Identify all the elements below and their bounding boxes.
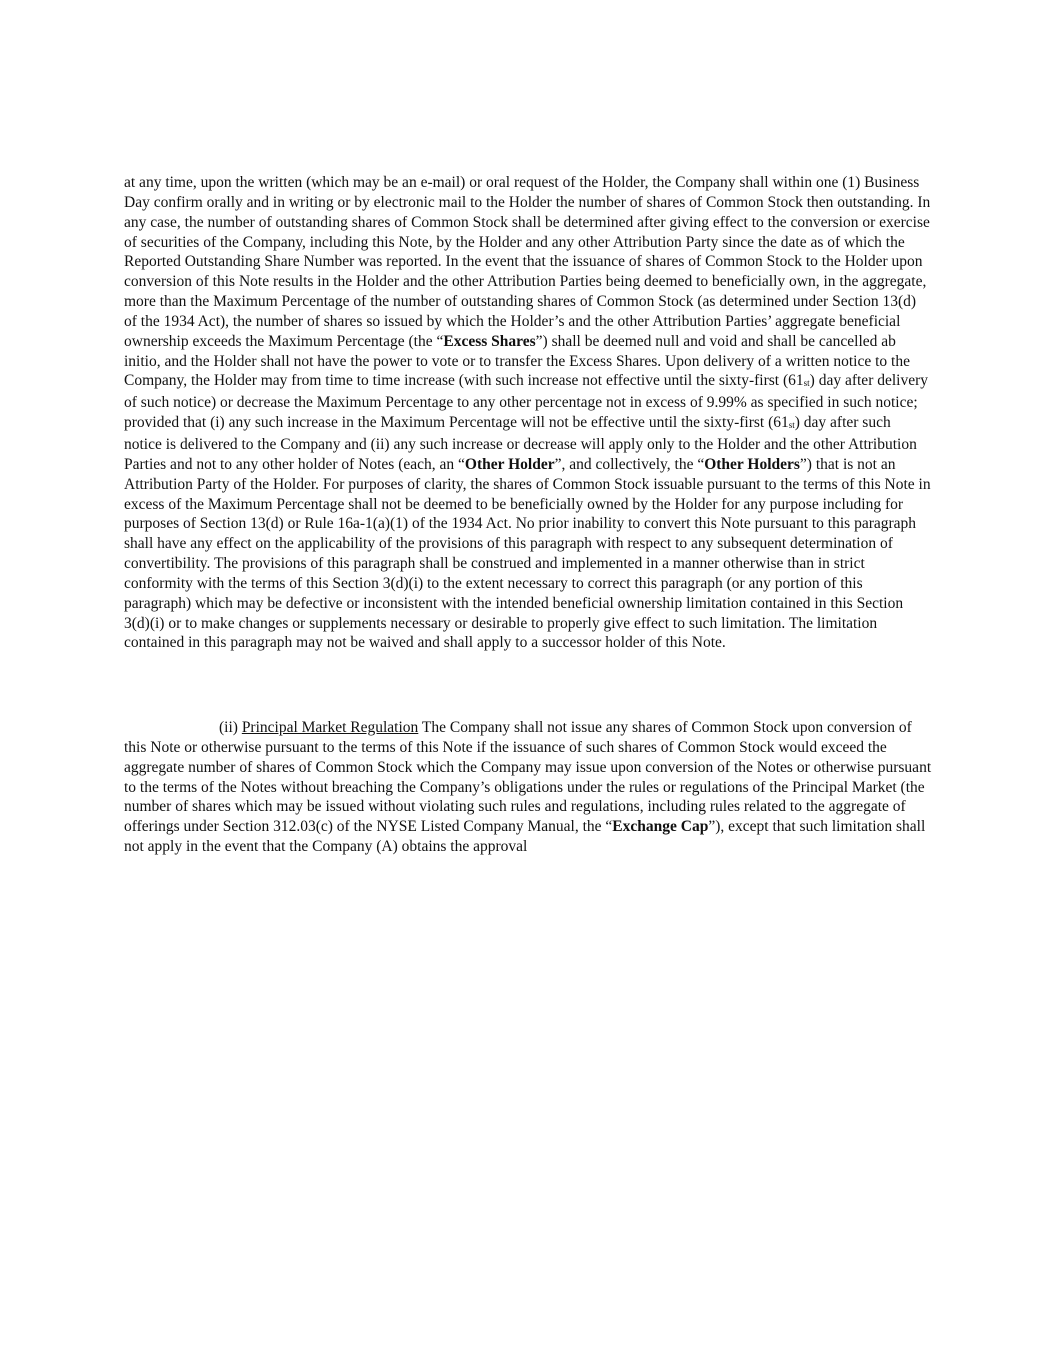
paragraph-text: at any time, upon the written (which may be an e-mail) or oral request of the Holder, the Company shall within one (1) Business Day confirm orally and in writing or by electronic mail to the Holder the number of shares of Common Stock then outstanding. In any case, the number of outstanding shares of Common Stock shall be determined after giving effect to the conversion or exercise of securities of the Company, including this Note, by the Holder and any other Attribution Party since the date as of which the Reported Outstanding Share Number was reported. In the event that the issuance of shares of Common Stock to the Holder upon conversion of this Note results in the Holder and the other Attribution Parties being deemed to beneficially own, in the aggregate, more than the Maximum Percentage of the number of outstanding shares of Common Stock (as determined under Section 13(d) of the 1934 Act), the number of shares so issued by which the Holder’s and the other Attribution Parties’ aggregate beneficial ownership exceeds the Maximum Percentage (the “ (124, 174, 931, 350)
paragraph-text: ”, and collectively, the “ (554, 455, 705, 473)
defined-term-exchange-cap: Exchange Cap (612, 818, 709, 836)
paragraph-text: ”) shall be deemed null and void and shall be cancelled ab initio, and the Holder shall not have the power to vote or to transfer the Excess Shares. Upon delivery of a written notice to the Company, the Holder may from time to time increase (with such increase not effective until the sixty-first (61 (124, 332, 910, 390)
paragraph-text: ) day after delivery of such notice) or decrease the Maximum Percentage to any other percentage not in excess of 9.99% as specified in such notice; provided that (i) any such increase in the Maximum Percentage will not be effective until the sixty-first (61 (124, 372, 929, 432)
defined-term-excess-shares: Excess Shares (443, 332, 536, 350)
paragraph-text: The Company shall not issue any shares of Common Stock upon conversion of this Note or otherwise pursuant to the terms of this Note if the issuance of such shares of Common Stock would exceed the aggregate number of shares of Common Stock which the Company may issue upon conversion of the Notes or otherwise pursuant to the terms of the Notes without breaching the Company’s obligations under the rules or regulations of the Principal Market (the number of shares which may be issued without violating such rules and regulations, including rules related to the aggregate of offerings under Section 312.03(c) of the NYSE Listed Company Manual, the “ (124, 719, 932, 836)
paragraph-text: ) day after such notice is delivered to the Company and (ii) any such increase or decrease will apply only to the Holder and the other Attribution Parties and not to any other holder of Notes (each, an “ (124, 414, 917, 473)
section-heading: Principal Market Regulation (241, 719, 419, 736)
defined-term-other-holder: Other Holder (464, 455, 555, 473)
paragraph-text: ”) that is not an Attribution Party of the Holder. For purposes of clarity, the shares of Common Stock issuable pursuant to the terms of this Note in excess of the Maximum Percentage shall not be deemed to be beneficially owned by the Holder for any purpose including for purposes of Section 13(d) or Rule 16a-1(a)(1) of the 1934 Act. No prior inability to convert this Note pursuant to this paragraph shall have any effect on the applicability of the provisions of this paragraph with respect to any subsequent determination of convertibility. The provisions of this paragraph shall be construed and implemented in a manner otherwise than in strict conformity with the terms of this Section 3(d)(i) to the extent necessary to correct this paragraph (or any portion of this paragraph) which may be defective or inconsistent with the intended beneficial ownership limitation contained in this Section 3(d)(i) or to make changes or supplements necessary or desirable to properly give effect to such limitation. The limitation contained in this paragraph may not be waived and shall apply to a successor holder of this Note. (124, 455, 931, 652)
beneficial-ownership-paragraph (124, 173, 932, 653)
paragraph-text: ”), except that such limitation shall not apply in the event that the Company (A) obtains the approval (124, 818, 926, 856)
defined-term-other-holders: Other Holders (704, 455, 800, 473)
principal-market-regulation-paragraph (124, 718, 932, 857)
ordinal-suffix: st (803, 378, 810, 389)
section-number: (ii) (219, 719, 238, 736)
ordinal-suffix: st (788, 420, 795, 431)
